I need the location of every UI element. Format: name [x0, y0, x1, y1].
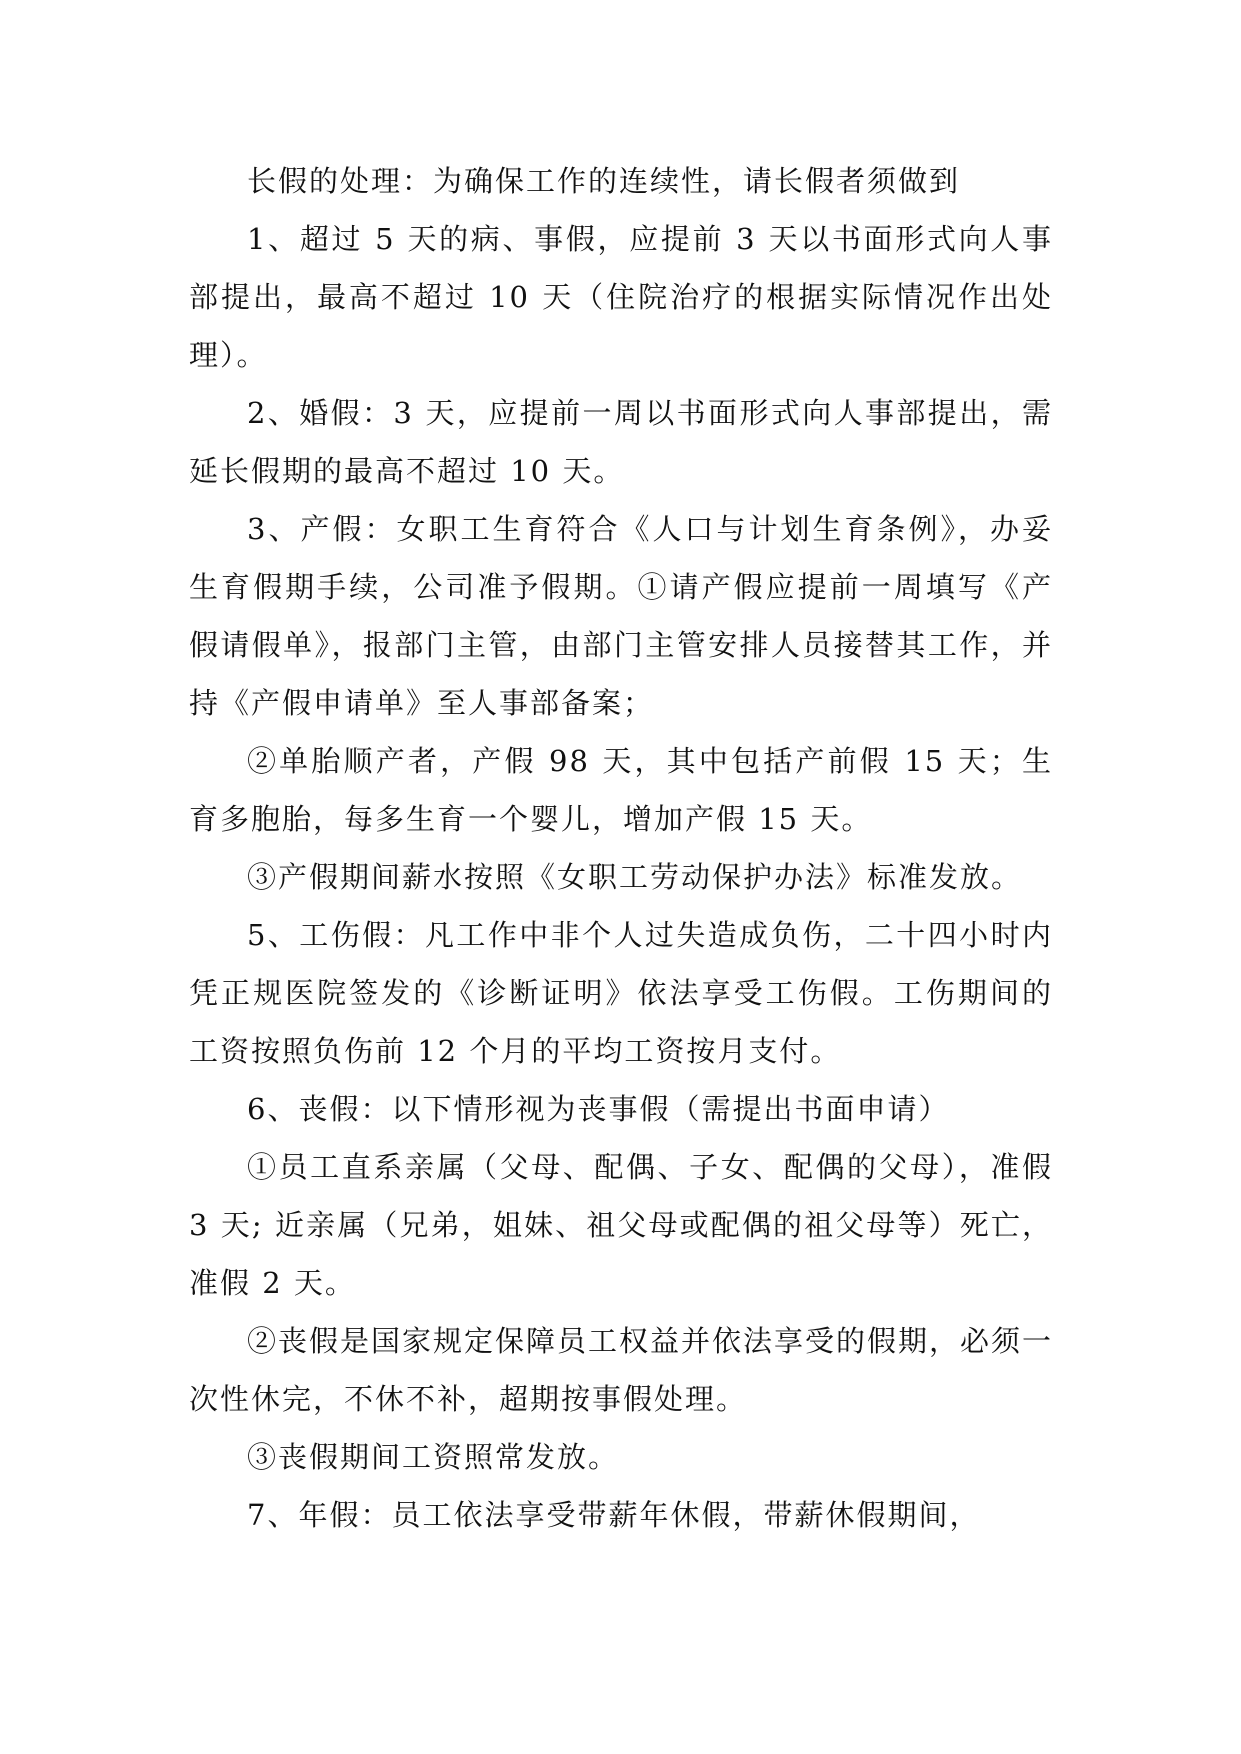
paragraph-long-leave-intro: 长假的处理：为确保工作的连续性，请长假者须做到: [247, 164, 961, 198]
paragraph-sick-personal-leave: 1、超过 5 天的病、事假，应提前 3 天以书面形式向人事部提出，最高不超过 10 天（住院治疗的根据实际情况作出处理）。: [189, 222, 1053, 372]
paragraph-maternity-leave: 3、产假：女职工生育符合《人口与计划生育条例》，办妥生育假期手续，公司准予假期。①请产假应提前一周填写《产假请假单》，报部门主管，由部门主管安排人员接替其工作，并持《产假申请单》至人事部备案；: [189, 512, 1053, 720]
paragraph-maternity-pay: ③产假期间薪水按照《女职工劳动保护办法》标准发放。: [247, 860, 1023, 894]
paragraph-bereavement-relatives: ①员工直系亲属（父母、配偶、子女、配偶的父母），准假 3 天; 近亲属（兄弟，姐妹、祖父母或配偶的祖父母等）死亡，准假 2 天。: [189, 1150, 1053, 1300]
paragraph-marriage-leave: 2、婚假：3 天，应提前一周以书面形式向人事部提出，需延长假期的最高不超过 10 天。: [189, 396, 1053, 488]
paragraph-bereavement-pay: ③丧假期间工资照常发放。: [247, 1440, 620, 1474]
document-body: [189, 152, 1053, 1544]
paragraph-maternity-duration: ②单胎顺产者，产假 98 天，其中包括产前假 15 天；生育多胞胎，每多生育一个婴儿，增加产假 15 天。: [189, 744, 1053, 836]
paragraph-bereavement-rules: ②丧假是国家规定保障员工权益并依法享受的假期，必须一次性休完，不休不补，超期按事假处理。: [189, 1324, 1054, 1416]
paragraph-injury-leave: 5、工伤假：凡工作中非个人过失造成负伤，二十四小时内凭正规医院签发的《诊断证明》依法享受工伤假。工伤期间的工资按照负伤前 12 个月的平均工资按月支付。: [189, 918, 1053, 1068]
paragraph-annual-leave: 7、年假：员工依法享受带薪年休假，带薪休假期间，: [247, 1498, 981, 1532]
paragraph-bereavement-leave: 6、丧假：以下情形视为丧事假（需提出书面申请）: [247, 1092, 950, 1126]
